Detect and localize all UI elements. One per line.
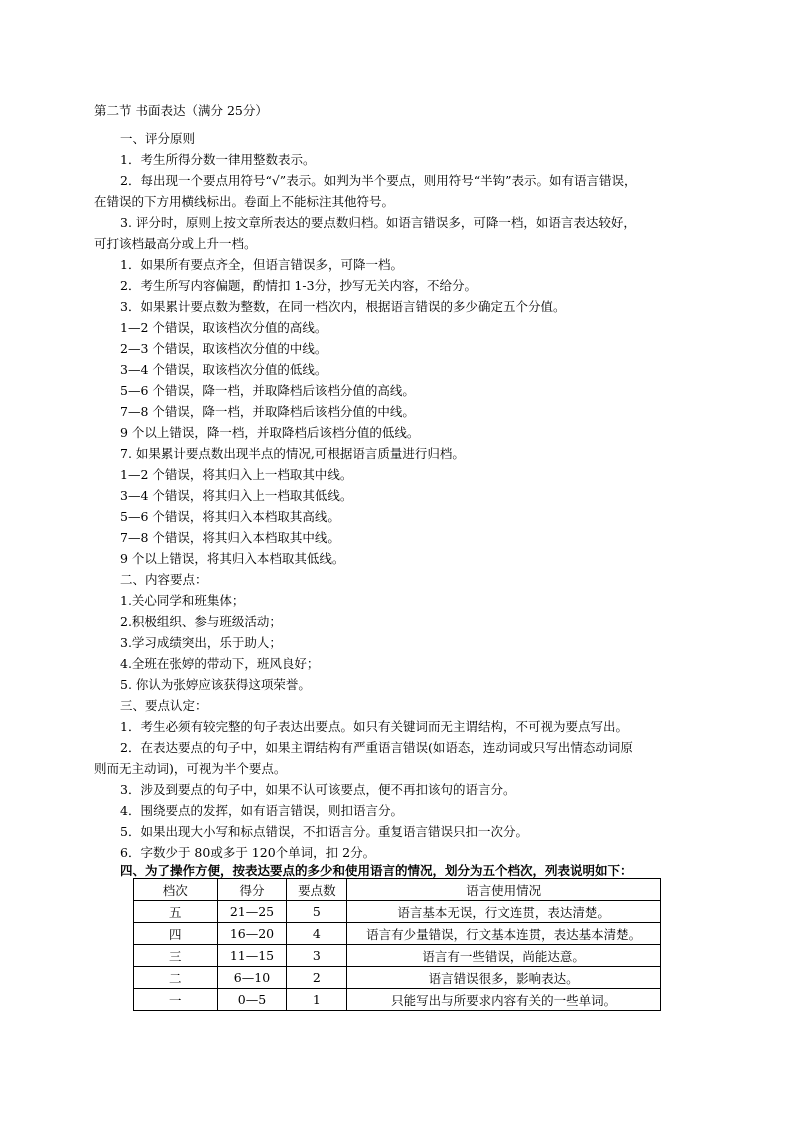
principle-2: 2．每出现一个要点用符号“√”表示。如判为半个要点，则用符号“半钩”表示。如有语言错误， xyxy=(120,173,637,188)
error-rule: 3—4 个错误，取该档次分值的低线。 xyxy=(120,362,328,377)
cell-language: 只能写出与所要求内容有关的一些单词。 xyxy=(347,989,661,1011)
table-row xyxy=(134,945,661,967)
recognition-rule: 2．在表达要点的句子中，如果主谓结构有严重语言错误(如语态，连动词或只写出情态动词原 xyxy=(120,740,633,755)
error-rule: 2—3 个错误，取该档次分值的中线。 xyxy=(120,341,328,356)
table-row xyxy=(134,923,661,945)
cell-language: 语言有一些错误，尚能达意。 xyxy=(347,945,661,967)
cell-level: 三 xyxy=(134,945,218,967)
cell-score: 6—10 xyxy=(217,967,287,989)
cell-level: 二 xyxy=(134,967,218,989)
cell-score: 0—5 xyxy=(217,989,287,1011)
half-point-rule: 7—8 个错误，将其归入本档取其中线。 xyxy=(120,530,340,545)
error-rule: 7—8 个错误，降一档，并取降档后该档分值的中线。 xyxy=(120,404,415,419)
heading-grade-levels: 四、为了操作方便，按表达要点的多少和使用语言的情况，划分为五个档次，列表说明如下： xyxy=(120,863,633,878)
heading-content-points: 二、内容要点： xyxy=(120,572,208,587)
cell-level: 四 xyxy=(134,923,218,945)
section-title: 第二节 书面表达（满分 25分） xyxy=(94,103,268,118)
principle-3: 3. 评分时，原则上按文章所表达的要点数归档。如语言错误多，可降一档，如语言表达较好， xyxy=(120,215,636,230)
grade-table xyxy=(133,878,661,1011)
content-point: 2.积极组织、参与班级活动； xyxy=(120,614,282,629)
content-point: 5. 你认为张婷应该获得这项荣誉。 xyxy=(120,677,311,692)
recognition-rule: 3．涉及到要点的句子中，如果不认可该要点，便不再扣该句的语言分。 xyxy=(120,782,516,797)
half-point-rule: 9 个以上错误，将其归入本档取其低线。 xyxy=(120,551,345,566)
error-rule: 1—2 个错误，取该档次分值的高线。 xyxy=(120,320,328,335)
rule-2: 2．考生所写内容偏题，酌情扣 1-3分，抄写无关内容，不给分。 xyxy=(120,278,478,293)
principle-3-cont: 可打该档最高分或上升一档。 xyxy=(94,236,257,251)
cell-level: 五 xyxy=(134,901,218,923)
heading-point-recognition: 三、要点认定： xyxy=(120,698,208,713)
rule-7: 7. 如果累计要点数出现半点的情况,可根据语言质量进行归档。 xyxy=(120,446,465,461)
header-score: 得分 xyxy=(217,879,287,901)
table-row xyxy=(134,901,661,923)
recognition-rule: 5．如果出现大小写和标点错误，不扣语言分。重复语言错误只扣一次分。 xyxy=(120,824,528,839)
error-rule: 9 个以上错误，降一档，并取降档后该档分值的低线。 xyxy=(120,425,420,440)
cell-points: 4 xyxy=(287,923,347,945)
recognition-rule: 1．考生必须有较完整的句子表达出要点。如只有关键词而无主谓结构，不可视为要点写出。 xyxy=(120,719,628,734)
cell-points: 3 xyxy=(287,945,347,967)
cell-language: 语言有少量错误，行文基本连贯，表达基本清楚。 xyxy=(347,923,661,945)
content-point: 4.全班在张婷的带动下，班风良好； xyxy=(120,656,320,671)
table-row xyxy=(134,967,661,989)
cell-language: 语言基本无误，行文连贯，表达清楚。 xyxy=(347,901,661,923)
cell-points: 1 xyxy=(287,989,347,1011)
recognition-rule: 4．围绕要点的发挥，如有语言错误，则扣语言分。 xyxy=(120,803,403,818)
cell-points: 2 xyxy=(287,967,347,989)
principle-1: 1．考生所得分数一律用整数表示。 xyxy=(120,152,316,167)
heading-scoring-principles: 一、评分原则 xyxy=(120,131,196,146)
principle-2-cont: 在错误的下方用横线标出。卷面上不能标注其他符号。 xyxy=(94,194,395,209)
half-point-rule: 5—6 个错误，将其归入本档取其高线。 xyxy=(120,509,340,524)
table-header-row xyxy=(134,879,661,901)
half-point-rule: 1—2 个错误，将其归入上一档取其中线。 xyxy=(120,467,353,482)
rule-3: 3．如果累计要点数为整数，在同一档次内，根据语言错误的多少确定五个分值。 xyxy=(120,299,566,314)
error-rule: 5—6 个错误，降一档，并取降档后该档分值的高线。 xyxy=(120,383,415,398)
cell-level: 一 xyxy=(134,989,218,1011)
header-language: 语言使用情况 xyxy=(347,879,661,901)
recognition-rule: 6．字数少于 80或多于 120个单词，扣 2分。 xyxy=(120,845,376,860)
content-point: 3.学习成绩突出，乐于助人； xyxy=(120,635,282,650)
table-row xyxy=(134,989,661,1011)
cell-score: 11—15 xyxy=(217,945,287,967)
recognition-rule-cont: 则而无主动词)，可视为半个要点。 xyxy=(94,761,287,776)
cell-score: 16—20 xyxy=(217,923,287,945)
cell-points: 5 xyxy=(287,901,347,923)
cell-language: 语言错误很多，影响表达。 xyxy=(347,967,661,989)
rule-1: 1．如果所有要点齐全，但语言错误多，可降一档。 xyxy=(120,257,403,272)
content-point: 1.关心同学和班集体； xyxy=(120,593,245,608)
cell-score: 21—25 xyxy=(217,901,287,923)
half-point-rule: 3—4 个错误，将其归入上一档取其低线。 xyxy=(120,488,353,503)
header-points: 要点数 xyxy=(287,879,347,901)
header-level: 档次 xyxy=(134,879,218,901)
